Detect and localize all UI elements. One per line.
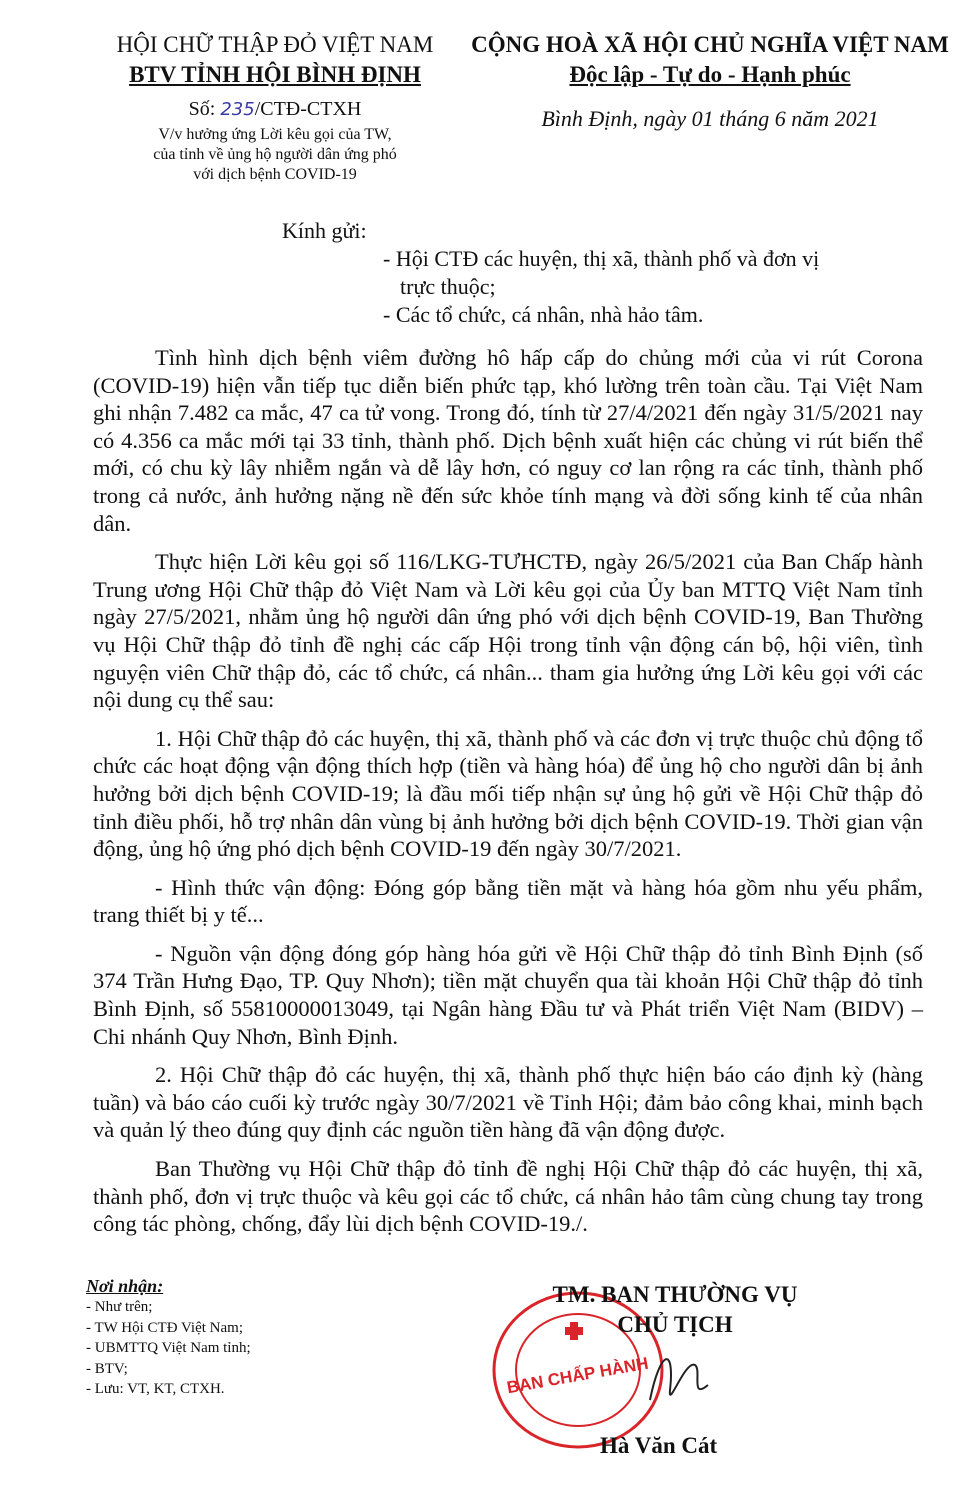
recipient-item: trực thuộc; — [400, 274, 496, 299]
distribution-item: - Như trên; — [86, 1299, 153, 1315]
subject-line-1: V/v hưởng ứng Lời kêu gọi của TW, — [158, 126, 392, 143]
signature-position: CHỦ TỊCH — [617, 1312, 733, 1337]
subject-line — [40, 125, 510, 185]
recipient-item: - Các tổ chức, cá nhân, nhà hảo tâm. — [383, 302, 704, 327]
org-line-2: BTV TỈNH HỘI BÌNH ĐỊNH — [129, 62, 421, 87]
distribution-item: - Lưu: VT, KT, CTXH. — [86, 1381, 225, 1397]
recipients-label: Kính gửi: — [282, 218, 367, 243]
body-paragraph: - Nguồn vận động đóng góp hàng hóa gửi về Hội Chữ thập đỏ tỉnh Bình Định (số 374 Trần Hưng Đạo, TP. Quy Nhơn); tiền mặt chuyển qua tài khoản Hội Chữ thập đỏ tỉnh Bình Định, số 55810000013049, tại Ngân hàng Đầu tư và Phát triển Việt Nam (BIDV) – Chi nhánh Quy Nhơn, Bình Định. — [93, 940, 923, 1049]
org-line-1: HỘI CHỮ THẬP ĐỎ VIỆT NAM — [116, 32, 434, 57]
distribution-title: Nơi nhận: — [86, 1276, 164, 1296]
distribution-item: - UBMTTQ Việt Nam tỉnh; — [86, 1340, 251, 1356]
motto: Độc lập - Tự do - Hạnh phúc — [569, 62, 851, 87]
body-paragraph: Thực hiện Lời kêu gọi số 116/LKG-TƯHCTĐ, ngày 26/5/2021 của Ban Chấp hành Trung ương Hội Chữ thập đỏ Việt Nam và Lời kêu gọi của Ủy ban MTTQ Việt Nam tỉnh ngày 27/5/2021, nhằm ủng hộ người dân ứng phó với dịch bệnh COVID-19, Ban Thường vụ Hội Chữ thập đỏ tỉnh đề nghị các cấp Hội trong tỉnh vận động cán bộ, hội viên, tình nguyện viên Chữ thập đỏ, các tổ chức, cá nhân... tham gia hưởng ứng Lời kêu gọi với các nội dung cụ thể sau: — [93, 549, 923, 713]
body-paragraph: Tình hình dịch bệnh viêm đường hô hấp cấp do chủng mới của vi rút Corona (COVID-19) hiện vẫn tiếp tục diễn biến phức tạp, khó lường trên toàn cầu. Tại Việt Nam ghi nhận 7.482 ca mắc, 47 ca tử vong. Trong đó, tính từ 27/4/2021 đến ngày 31/5/2021 nay có 4.356 ca mắc mới tại 33 tỉnh, thành phố. Dịch bệnh xuất hiện các chủng vi rút biến thể mới, có chu kỳ lây nhiễm ngắn và dễ lây hơn, có nguy cơ lan rộng ra các tỉnh, thành phố trong cả nước, ảnh hưởng nặng nề đến sức khỏe tính mạng và đời sống kinh tế của nhân dân. — [93, 345, 923, 536]
body-paragraph: 1. Hội Chữ thập đỏ các huyện, thị xã, thành phố và các đơn vị trực thuộc chủ động tổ chức các hoạt động vận động thích hợp (tiền và hàng hóa) để ủng hộ cho người dân bị ảnh hưởng bởi dịch bệnh COVID-19; là đầu mối tiếp nhận sự ủng hộ gửi về Hội Chữ thập đỏ tỉnh điều phối, hỗ trợ nhân dân vùng bị ảnh hưởng bởi dịch bệnh COVID-19. Thời gian vận động, ủng hộ ứng phó dịch bệnh COVID-19 đến ngày 30/7/2021. — [93, 725, 923, 862]
so-prefix: Số: — [188, 98, 216, 120]
so-number: 235 — [220, 99, 255, 120]
subject-line-2: của tỉnh về ủng hộ người dân ứng phó — [153, 146, 397, 163]
recipient-item: - Hội CTĐ các huyện, thị xã, thành phố và đơn vị — [383, 246, 820, 271]
so-suffix: /CTĐ-CTXH — [254, 98, 362, 120]
nation-title: CỘNG HOÀ XÃ HỘI CHỦ NGHĨA VIỆT NAM — [471, 32, 949, 57]
distribution-list — [86, 1276, 446, 1400]
document-body — [93, 344, 923, 1249]
document-date: Bình Định, ngày 01 tháng 6 năm 2021 — [541, 106, 879, 131]
body-paragraph: Ban Thường vụ Hội Chữ thập đỏ tỉnh đề nghị Hội Chữ thập đỏ các huyện, thị xã, thành phố, đơn vị trực thuộc và kêu gọi các tổ chức, cá nhân hảo tâm cùng chung tay trong công tác phòng, chống, đẩy lùi dịch bệnh COVID-19./. — [93, 1156, 923, 1237]
national-header — [445, 30, 975, 132]
sender-header — [40, 30, 510, 185]
body-paragraph: 2. Hội Chữ thập đỏ các huyện, thị xã, thành phố thực hiện báo cáo định kỳ (hàng tuần) và báo cáo cuối kỳ trước ngày 30/7/2021 về Tỉnh Hội; đảm bảo công khai, minh bạch và quản lý theo đúng quy định các nguồn tiền hàng đã vận động được. — [93, 1062, 923, 1143]
signer-name: Hà Văn Cát — [600, 1433, 718, 1458]
handwritten-signature — [630, 1330, 720, 1420]
distribution-item: - TW Hội CTĐ Việt Nam; — [86, 1319, 244, 1336]
body-paragraph: - Hình thức vận động: Đóng góp bằng tiền mặt và hàng hóa gồm nhu yếu phẩm, trang thiết bị y tế... — [93, 874, 923, 928]
subject-line-3: với dịch bệnh COVID-19 — [193, 166, 357, 183]
distribution-item: - BTV; — [86, 1360, 128, 1377]
recipients-list — [383, 245, 903, 329]
document-number — [40, 98, 510, 121]
seal-text: BAN CHẤP HÀNH — [505, 1353, 650, 1398]
signature-title: TM. BAN THƯỜNG VỤ — [552, 1282, 798, 1307]
